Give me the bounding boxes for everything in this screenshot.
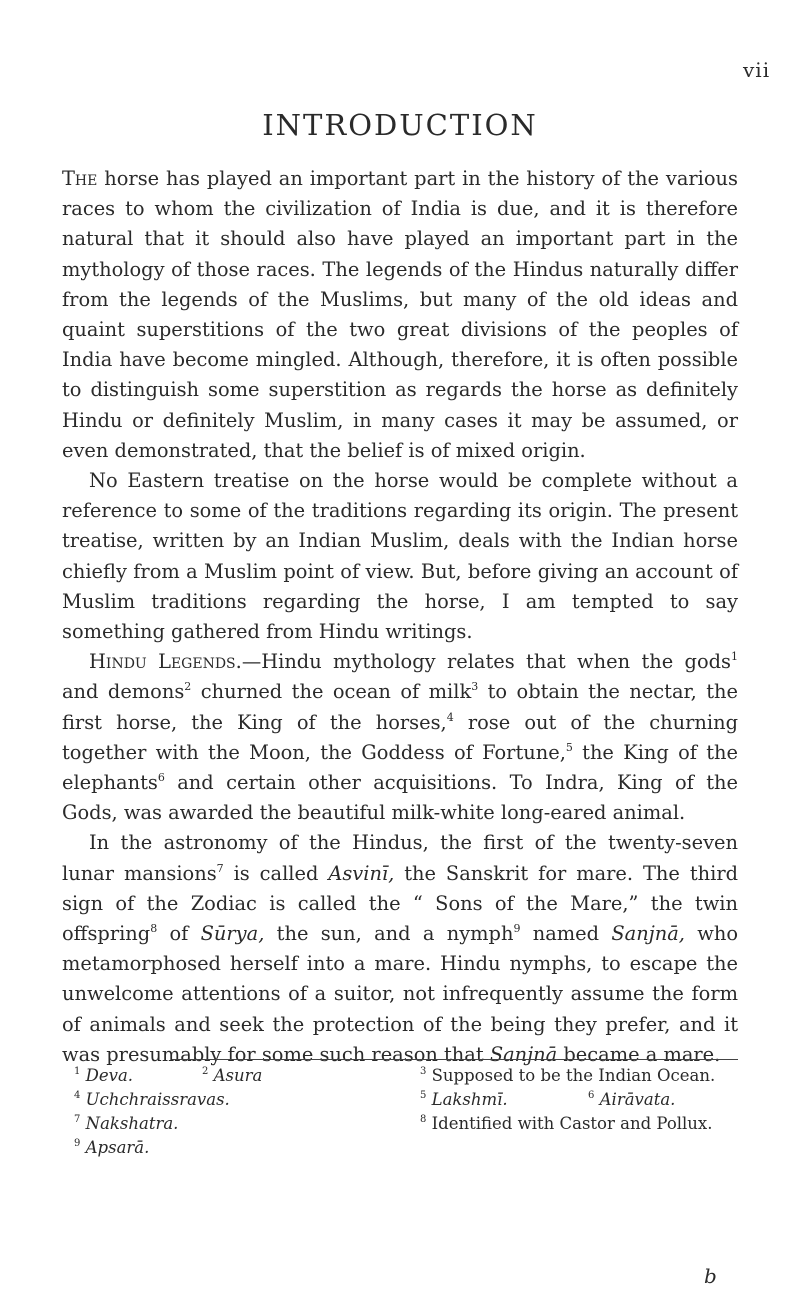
- footnote-marker: 8: [150, 922, 158, 936]
- body-text: [62, 164, 738, 1070]
- footnote: $^4$ Uchchraissravas.: [74, 1090, 230, 1109]
- signature-mark: b: [704, 1264, 717, 1288]
- term: Asvinī,: [328, 861, 395, 885]
- section-heading: Hindu Legends.: [89, 650, 242, 674]
- term: Sanjnā,: [611, 922, 685, 946]
- footnote: $^5$ Lakshmī.: [420, 1090, 508, 1109]
- footnote: $^1$ Deva.: [74, 1066, 134, 1085]
- footnote: $^9$ Apsarā.: [74, 1138, 150, 1157]
- footnote: $^7$ Nakshatra.: [74, 1114, 179, 1133]
- footnote-marker: 1: [731, 650, 739, 664]
- footnote-divider: [172, 1059, 738, 1060]
- term: Sūrya,: [200, 922, 265, 946]
- term: Sanjnā: [489, 1042, 558, 1066]
- paragraph-2: No Eastern treatise on the horse would be complete without a reference to some of the traditions regarding its origin. The present treatise, written by an Indian Muslim, deals with the Indian horse chiefly from a Muslim point of view. But, before giving an account of Muslim traditions regarding the horse, I am tempted to say something gathered from Hindu writings.: [62, 469, 738, 644]
- footnote: $^6$ Airāvata.: [588, 1090, 676, 1109]
- footnote: $^8$ Identified with Castor and Pollux.: [420, 1114, 713, 1133]
- footnote-marker: 4: [446, 710, 454, 724]
- paragraph-1: The horse has played an important part in the history of the various races to whom the civilization of India is due, and it is therefore natural that it should also have played an important part in the mythology of those races. The legends of the Hindus naturally differ from the legends of the Muslims, but many of the old ideas and quaint superstitions of the two great divisions of the peoples of India have become mingled. Although, therefore, it is often possible to distinguish some superstition as regards the horse as definitely Hindu or definitely Muslim, in many cases it may be assumed, or even demonstrated, that the belief is of mixed origin.: [62, 167, 738, 462]
- lead-word: The: [62, 167, 98, 190]
- footnote: $^3$ Supposed to be the Indian Ocean.: [420, 1066, 716, 1085]
- page-number: vii: [743, 58, 771, 82]
- chapter-title: INTRODUCTION: [262, 108, 538, 142]
- footnote-marker: 2: [184, 680, 192, 694]
- footnote-marker: 5: [565, 740, 573, 754]
- footnote-marker: 7: [216, 861, 224, 875]
- footnote-marker: 9: [513, 922, 521, 936]
- paragraph-3: Hindu Legends.—Hindu mythology relates that when the gods$^1$ and demons$^2$ churned the ocean of milk$^3$ to obtain the nectar, the first horse, the King of the horses,$^4$ rose out of the churning together with the Moon, the Goddess of Fortune,$^5$ the King of the elephants$^6$ and certain other acquisitions. To Indra, King of the Gods, was awarded the beautiful milk-white long-eared animal.: [62, 650, 739, 825]
- footnote-marker: 6: [157, 771, 165, 785]
- footnote-marker: 3: [471, 680, 479, 694]
- paragraph-4: In the astronomy of the Hindus, the first of the twenty-seven lunar mansions$^7$ is called Asvinī, the Sanskrit for mare. The third sign of the Zodiac is called the “ Sons of the Mare,” the twin offspring$^8$ of Sūrya, the sun, and a nymph$^9$ named Sanjnā, who metamorphosed herself into a mare. Hindu nymphs, to escape the unwelcome attentions of a suitor, not infrequently assume the form of animals and seek the protection of the being they prefer, and it was presumably for some such reason that Sanjnā became a mare.: [62, 831, 739, 1066]
- footnote: $^2$ Asura: [202, 1066, 263, 1085]
